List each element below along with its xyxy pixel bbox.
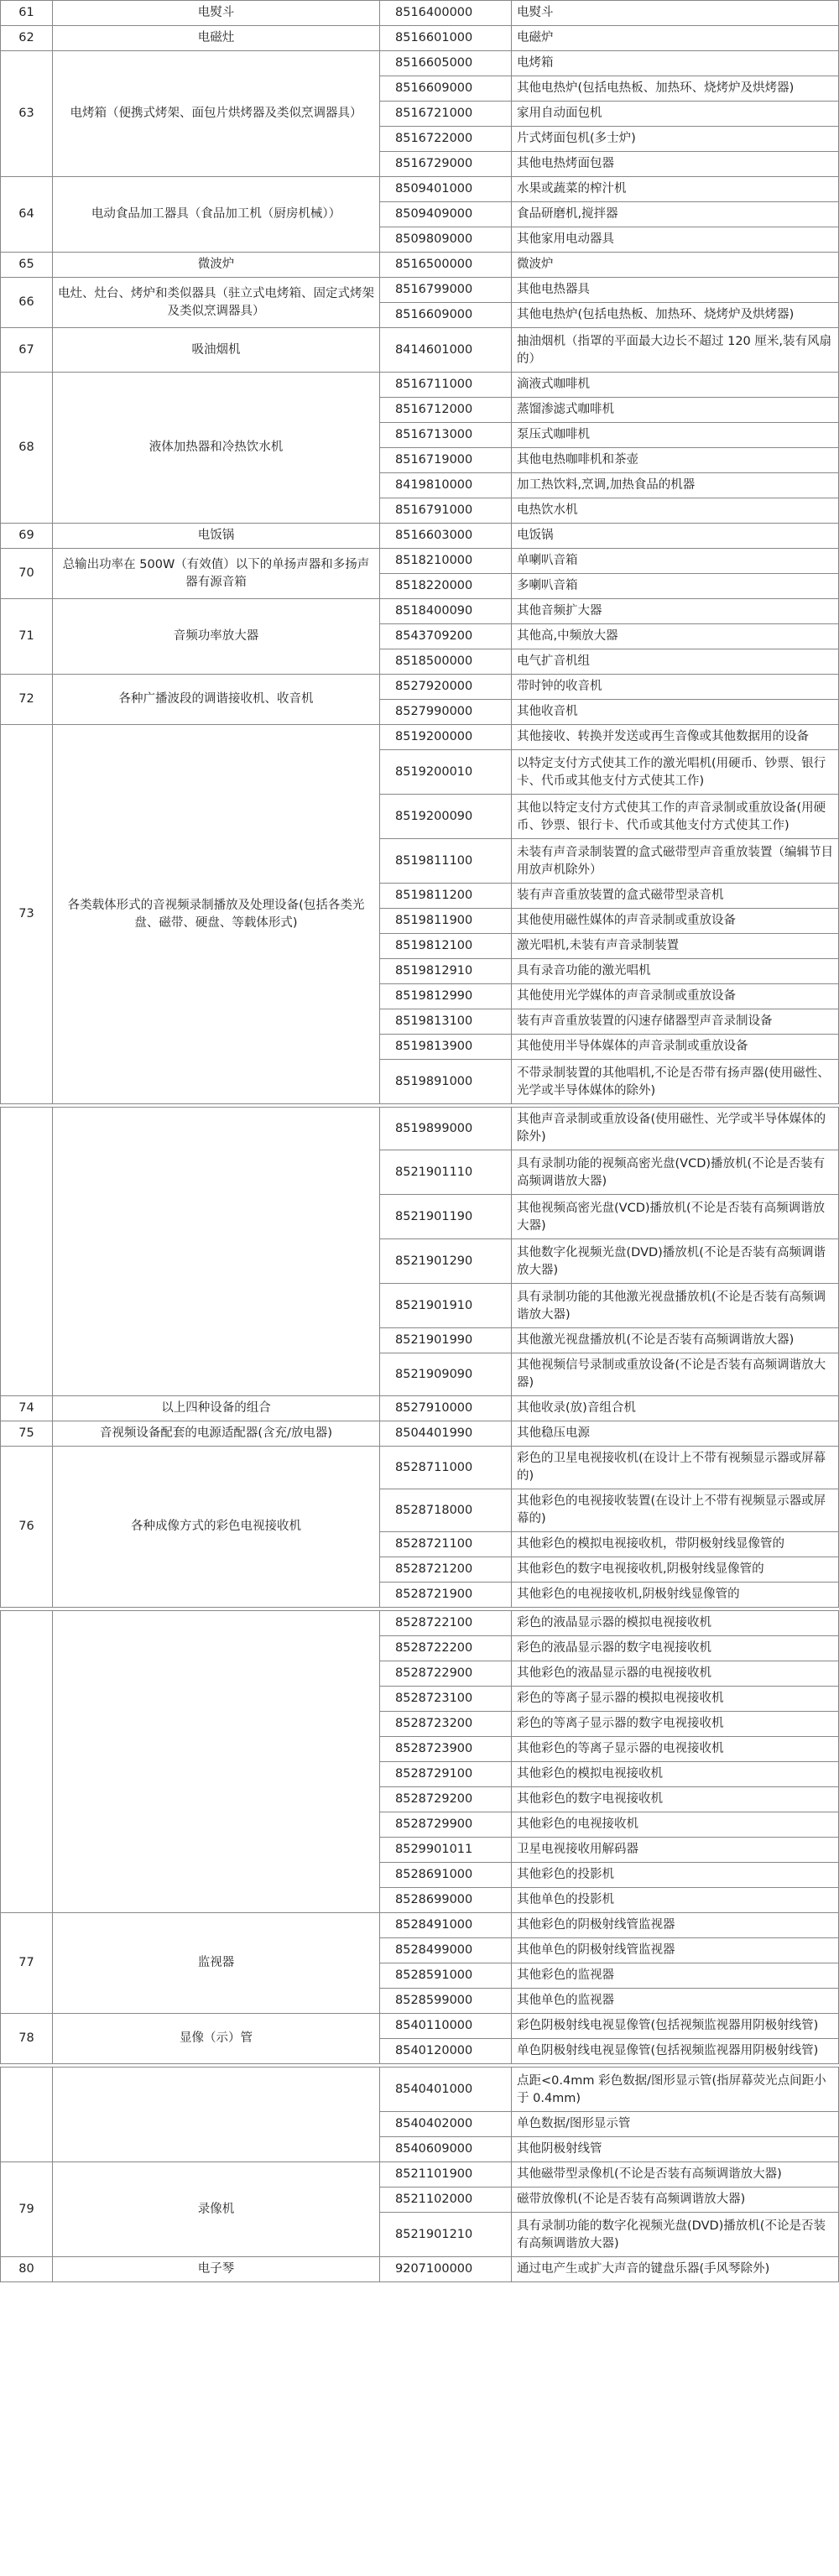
product-description: 其他彩色的电视接收机 [512, 1812, 839, 1838]
item-number: 79 [1, 2162, 53, 2257]
table-row [1, 2257, 839, 2282]
product-description: 其他使用磁性媒体的声音录制或重放设备 [512, 909, 839, 934]
hs-code: 8540110000 [380, 2014, 512, 2039]
item-number: 77 [1, 1913, 53, 2014]
product-description: 其他家用电动器具 [512, 227, 839, 253]
product-description: 其他彩色的数字电视接收机,阴极射线显像管的 [512, 1557, 839, 1583]
product-description: 其他彩色的液晶显示器的电视接收机 [512, 1661, 839, 1687]
table-row [1, 328, 839, 373]
product-category: 液体加热器和冷热饮水机 [53, 373, 380, 524]
hs-code: 8516712000 [380, 398, 512, 423]
item-number: 69 [1, 524, 53, 549]
table-row [1, 1396, 839, 1421]
hs-code: 8519811900 [380, 909, 512, 934]
hs-code: 8528729200 [380, 1787, 512, 1812]
hs-code: 8516609000 [380, 303, 512, 328]
hs-code: 8516729000 [380, 152, 512, 177]
hs-code: 8529901011 [380, 1838, 512, 1863]
product-description: 以特定支付方式使其工作的激光唱机(用硬币、钞票、银行卡、代币或其他支付方式使其工作) [512, 750, 839, 795]
item-number: 72 [1, 675, 53, 725]
product-description: 激光唱机,未装有声音录制装置 [512, 934, 839, 959]
item-number: 64 [1, 177, 53, 253]
product-description: 其他接收、转换并发送或再生音像或其他数据用的设备 [512, 725, 839, 750]
product-description: 其他收录(放)音组合机 [512, 1396, 839, 1421]
hs-code: 8528722200 [380, 1636, 512, 1661]
product-description: 加工热饮料,烹调,加热食品的机器 [512, 473, 839, 498]
hs-code: 8528711000 [380, 1447, 512, 1489]
hs-code: 8519891000 [380, 1060, 512, 1104]
product-description: 其他使用半导体媒体的声音录制或重放设备 [512, 1035, 839, 1060]
table-row [1, 1447, 839, 1489]
table-row [1, 26, 839, 51]
item-number: 63 [1, 51, 53, 177]
product-category: 以上四种设备的组合 [53, 1396, 380, 1421]
hs-code: 8528721100 [380, 1532, 512, 1557]
product-description: 具有录制功能的视频高密光盘(VCD)播放机(不论是否装有高频调谐放大器) [512, 1150, 839, 1195]
hs-code: 8521901110 [380, 1150, 512, 1195]
product-description: 彩色的液晶显示器的模拟电视接收机 [512, 1611, 839, 1636]
hs-code: 8528721900 [380, 1583, 512, 1608]
item-number: 68 [1, 373, 53, 524]
product-description: 食品研磨机,搅拌器 [512, 202, 839, 227]
table-row [1, 1108, 839, 1150]
hs-code: 8521102000 [380, 2188, 512, 2213]
product-description: 水果或蔬菜的榨汁机 [512, 177, 839, 202]
product-description: 电磁炉 [512, 26, 839, 51]
hs-code: 8516603000 [380, 524, 512, 549]
item-number: 66 [1, 278, 53, 328]
product-category: 音频功率放大器 [53, 599, 380, 675]
product-description: 其他稳压电源 [512, 1421, 839, 1447]
hs-code: 8419810000 [380, 473, 512, 498]
item-number [1, 1108, 53, 1396]
hs-code: 8528723100 [380, 1687, 512, 1712]
product-description: 其他阴极射线管 [512, 2137, 839, 2162]
hs-code: 8519812100 [380, 934, 512, 959]
product-description: 其他彩色的投影机 [512, 1863, 839, 1888]
product-description: 其他磁带型录像机(不论是否装有高频调谐放大器) [512, 2162, 839, 2188]
table-row [1, 373, 839, 398]
item-number: 65 [1, 253, 53, 278]
item-number: 74 [1, 1396, 53, 1421]
item-number [1, 2068, 53, 2162]
product-description: 其他使用光学媒体的声音录制或重放设备 [512, 984, 839, 1009]
item-number: 80 [1, 2257, 53, 2282]
item-number: 75 [1, 1421, 53, 1447]
product-category: 电饭锅 [53, 524, 380, 549]
hs-code: 8516713000 [380, 423, 512, 448]
product-description: 其他彩色的模拟电视接收机 [512, 1762, 839, 1787]
table-row [1, 2068, 839, 2112]
product-description: 具有录音功能的激光唱机 [512, 959, 839, 984]
product-description: 其他单色的投影机 [512, 1888, 839, 1913]
hs-code: 8528723200 [380, 1712, 512, 1737]
hs-code: 8516799000 [380, 278, 512, 303]
hs-code: 8521101900 [380, 2162, 512, 2188]
product-description: 其他电热炉(包括电热板、加热环、烧烤炉及烘烤器) [512, 76, 839, 102]
product-description: 蒸馏渗滤式咖啡机 [512, 398, 839, 423]
hs-code: 8540120000 [380, 2039, 512, 2064]
item-number [1, 1611, 53, 1913]
product-description: 装有声音重放装置的闪速存储器型声音录制设备 [512, 1009, 839, 1035]
product-description: 单喇叭音箱 [512, 549, 839, 574]
product-description: 其他单色的监视器 [512, 1989, 839, 2014]
product-category: 电灶、灶台、烤炉和类似器具（驻立式电烤箱、固定式烤架及类似烹调器具） [53, 278, 380, 328]
product-category: 电熨斗 [53, 1, 380, 26]
hs-code: 8521901190 [380, 1195, 512, 1239]
hs-code: 8528721200 [380, 1557, 512, 1583]
product-category: 各种广播波段的调谐接收机、收音机 [53, 675, 380, 725]
product-description: 卫星电视接收用解码器 [512, 1838, 839, 1863]
product-category: 吸油烟机 [53, 328, 380, 373]
product-description: 电烤箱 [512, 51, 839, 76]
hs-code: 8521901210 [380, 2213, 512, 2257]
hs-code: 8543709200 [380, 624, 512, 649]
hs-code: 8528599000 [380, 1989, 512, 2014]
product-category: 各类载体形式的音视频录制播放及处理设备(包括各类光盘、磁带、硬盘、等载体形式) [53, 725, 380, 1104]
hs-code: 8516605000 [380, 51, 512, 76]
hs-code: 8540402000 [380, 2112, 512, 2137]
hs-code: 8518500000 [380, 649, 512, 675]
product-description: 其他彩色的等离子显示器的电视接收机 [512, 1737, 839, 1762]
table-row [1, 253, 839, 278]
product-description: 不带录制装置的其他唱机,不论是否带有扬声器(使用磁性、光学或半导体媒体的除外) [512, 1060, 839, 1104]
product-description: 其他以特定支付方式使其工作的声音录制或重放设备(用硬币、钞票、银行卡、代币或其他支付方式使其工作) [512, 795, 839, 839]
product-category [53, 1108, 380, 1396]
product-description: 其他视频高密光盘(VCD)播放机(不论是否装有高频调谐放大器) [512, 1195, 839, 1239]
product-description: 其他音频扩大器 [512, 599, 839, 624]
hs-code: 8519811200 [380, 884, 512, 909]
hs-code: 8516400000 [380, 1, 512, 26]
product-description: 片式烤面包机(多士炉) [512, 127, 839, 152]
product-description: 具有录制功能的数字化视频光盘(DVD)播放机(不论是否装有高频调谐放大器) [512, 2213, 839, 2257]
product-category: 电动食品加工器具（食品加工机（厨房机械）） [53, 177, 380, 253]
table-row [1, 177, 839, 202]
hs-code: 8516609000 [380, 76, 512, 102]
hs-code: 8519200090 [380, 795, 512, 839]
product-category: 监视器 [53, 1913, 380, 2014]
hs-code: 9207100000 [380, 2257, 512, 2282]
hs-code: 8519200000 [380, 725, 512, 750]
table-row [1, 549, 839, 574]
table-row [1, 675, 839, 700]
hs-code: 8519200010 [380, 750, 512, 795]
product-table-body [1, 1, 839, 2282]
product-description: 抽油烟机（指罩的平面最大边长不超过 120 厘米,装有风扇的） [512, 328, 839, 373]
hs-code: 8519813900 [380, 1035, 512, 1060]
hs-code: 8540401000 [380, 2068, 512, 2112]
product-description: 单色数据/图形显示管 [512, 2112, 839, 2137]
hs-code: 8527990000 [380, 700, 512, 725]
product-description: 未装有声音录制装置的盒式磁带型声音重放装置（编辑节目用放声机除外） [512, 839, 839, 884]
product-description: 彩色的液晶显示器的数字电视接收机 [512, 1636, 839, 1661]
hs-code: 8509409000 [380, 202, 512, 227]
hs-code: 8528499000 [380, 1938, 512, 1963]
hs-code: 8528691000 [380, 1863, 512, 1888]
table-row [1, 2014, 839, 2039]
hs-code: 8516721000 [380, 102, 512, 127]
product-description: 微波炉 [512, 253, 839, 278]
table-row [1, 599, 839, 624]
product-description: 家用自动面包机 [512, 102, 839, 127]
product-description: 其他电热烤面包器 [512, 152, 839, 177]
hs-code: 8528723900 [380, 1737, 512, 1762]
product-description: 其他电热咖啡机和茶壶 [512, 448, 839, 473]
product-category: 电磁灶 [53, 26, 380, 51]
product-description: 磁带放像机(不论是否装有高频调谐放大器) [512, 2188, 839, 2213]
product-description: 电熨斗 [512, 1, 839, 26]
hs-code: 8414601000 [380, 328, 512, 373]
product-category: 电子琴 [53, 2257, 380, 2282]
product-description: 其他彩色的电视接收机,阴极射线显像管的 [512, 1583, 839, 1608]
table-row [1, 1421, 839, 1447]
product-description: 彩色阴极射线电视显像管(包括视频监视器用阴极射线管) [512, 2014, 839, 2039]
product-description: 彩色的等离子显示器的数字电视接收机 [512, 1712, 839, 1737]
hs-code: 8521901990 [380, 1328, 512, 1353]
product-description: 其他电热炉(包括电热板、加热环、烧烤炉及烘烤器) [512, 303, 839, 328]
hs-code: 8528699000 [380, 1888, 512, 1913]
table-row [1, 1, 839, 26]
hs-code: 8518220000 [380, 574, 512, 599]
item-number: 61 [1, 1, 53, 26]
hs-code: 8516711000 [380, 373, 512, 398]
hs-code: 8527910000 [380, 1396, 512, 1421]
product-description: 电气扩音机组 [512, 649, 839, 675]
product-category [53, 2068, 380, 2162]
product-description: 装有声音重放装置的盒式磁带型录音机 [512, 884, 839, 909]
product-description: 带时钟的收音机 [512, 675, 839, 700]
product-description: 其他电热器具 [512, 278, 839, 303]
product-description: 其他声音录制或重放设备(使用磁性、光学或半导体媒体的除外) [512, 1108, 839, 1150]
product-description: 彩色的等离子显示器的模拟电视接收机 [512, 1687, 839, 1712]
product-description: 其他彩色的阴极射线管监视器 [512, 1913, 839, 1938]
item-number: 67 [1, 328, 53, 373]
hs-code: 8521901910 [380, 1284, 512, 1328]
table-row [1, 2162, 839, 2188]
item-number: 70 [1, 549, 53, 599]
hs-code: 8540609000 [380, 2137, 512, 2162]
hs-code: 8516601000 [380, 26, 512, 51]
item-number: 71 [1, 599, 53, 675]
hs-code: 8504401990 [380, 1421, 512, 1447]
hs-code: 8518210000 [380, 549, 512, 574]
product-description: 其他收音机 [512, 700, 839, 725]
table-row [1, 51, 839, 76]
item-number: 78 [1, 2014, 53, 2064]
product-category: 录像机 [53, 2162, 380, 2257]
hs-code: 8516719000 [380, 448, 512, 473]
product-category: 显像（示）管 [53, 2014, 380, 2064]
hs-code: 8527920000 [380, 675, 512, 700]
product-description: 其他高,中频放大器 [512, 624, 839, 649]
hs-code: 8519812910 [380, 959, 512, 984]
hs-code: 8519899000 [380, 1108, 512, 1150]
table-row [1, 524, 839, 549]
hs-code: 8528718000 [380, 1489, 512, 1532]
product-description: 具有录制功能的其他激光视盘播放机(不论是否装有高频调谐放大器) [512, 1284, 839, 1328]
hs-code: 8528491000 [380, 1913, 512, 1938]
product-description: 点距<0.4mm 彩色数据/图形显示管(指屏幕荧光点间距小于 0.4mm) [512, 2068, 839, 2112]
product-category: 微波炉 [53, 253, 380, 278]
product-description: 电热饮水机 [512, 498, 839, 524]
product-category [53, 1611, 380, 1913]
hs-code: 8528729100 [380, 1762, 512, 1787]
product-description: 泵压式咖啡机 [512, 423, 839, 448]
hs-code: 8528729900 [380, 1812, 512, 1838]
hs-code: 8528722100 [380, 1611, 512, 1636]
item-number: 76 [1, 1447, 53, 1608]
product-category: 各种成像方式的彩色电视接收机 [53, 1447, 380, 1608]
hs-code: 8509401000 [380, 177, 512, 202]
table-row [1, 725, 839, 750]
product-description: 其他视频信号录制或重放设备(不论是否装有高频调谐放大器) [512, 1353, 839, 1396]
product-description: 单色阴极射线电视显像管(包括视频监视器用阴极射线管) [512, 2039, 839, 2064]
product-category: 电烤箱（便携式烤架、面包片烘烤器及类似烹调器具） [53, 51, 380, 177]
product-description: 电饭锅 [512, 524, 839, 549]
hs-code: 8509809000 [380, 227, 512, 253]
item-number: 62 [1, 26, 53, 51]
product-category: 总输出功率在 500W（有效值）以下的单扬声器和多扬声器有源音箱 [53, 549, 380, 599]
hs-code: 8528591000 [380, 1963, 512, 1989]
hs-code: 8521901290 [380, 1239, 512, 1284]
hs-code: 8519812990 [380, 984, 512, 1009]
product-description: 其他彩色的监视器 [512, 1963, 839, 1989]
hs-code: 8516722000 [380, 127, 512, 152]
product-description: 多喇叭音箱 [512, 574, 839, 599]
table-row [1, 1913, 839, 1938]
product-description: 滴液式咖啡机 [512, 373, 839, 398]
table-row [1, 278, 839, 303]
table-row [1, 1611, 839, 1636]
hs-code: 8519811100 [380, 839, 512, 884]
product-description: 其他单色的阴极射线管监视器 [512, 1938, 839, 1963]
hs-code: 8521909090 [380, 1353, 512, 1396]
hs-code: 8516791000 [380, 498, 512, 524]
product-description: 其他激光视盘播放机(不论是否装有高频调谐放大器) [512, 1328, 839, 1353]
hs-code: 8516500000 [380, 253, 512, 278]
hs-code: 8518400090 [380, 599, 512, 624]
product-description: 通过电产生或扩大声音的键盘乐器(手风琴除外) [512, 2257, 839, 2282]
product-category: 音视频设备配套的电源适配器(含充/放电器) [53, 1421, 380, 1447]
product-description: 其他彩色的电视接收装置(在设计上不带有视频显示器或屏幕的) [512, 1489, 839, 1532]
product-description: 其他数字化视频光盘(DVD)播放机(不论是否装有高频调谐放大器) [512, 1239, 839, 1284]
hs-code: 8519813100 [380, 1009, 512, 1035]
product-description: 其他彩色的数字电视接收机 [512, 1787, 839, 1812]
product-description: 其他彩色的模拟电视接收机，带阴极射线显像管的 [512, 1532, 839, 1557]
item-number: 73 [1, 725, 53, 1104]
product-description: 彩色的卫星电视接收机(在设计上不带有视频显示器或屏幕的) [512, 1447, 839, 1489]
hs-code: 8528722900 [380, 1661, 512, 1687]
